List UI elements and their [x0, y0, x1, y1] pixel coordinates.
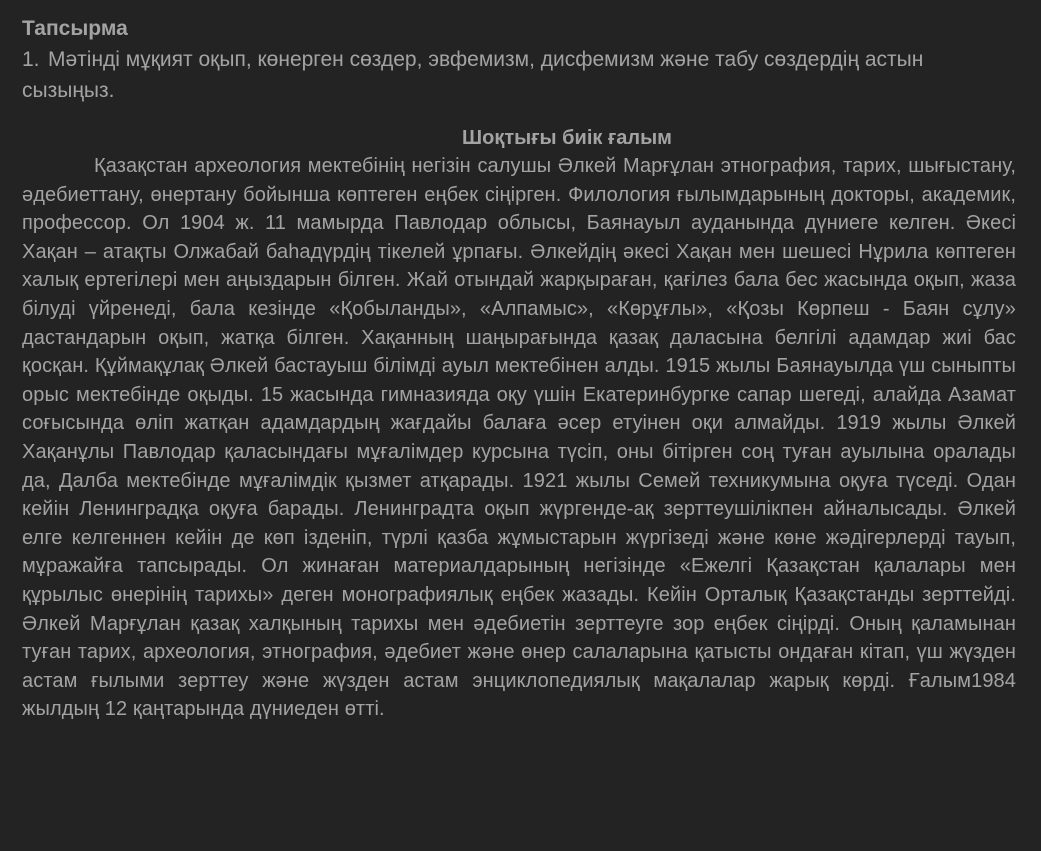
task-heading: Тапсырма	[22, 17, 128, 40]
article-body: Қазақстан археология мектебінің негізін салушы Әлкей Марғұлан этнография, тарих, шығыстану, әдебиеттану, өнертану бойынша көптеген еңбек сіңірген. Филология ғылымдарының докторы, академик, профессор. Ол 1904 ж. 11 мамырда Павлодар облысы, Баянауыл ауданында дүниеге келген. Әкесі Хақан – атақты Олжабай баһадүрдің тікелей ұрпағы. Әлкейдің әкесі Хақан мен шешесі Нұрила көптеген халық ертегілері мен аңыздарын білген. Жай отындай жарқыраған, қағілез бала бес жасында оқып, жаза білуді үйренеді, бала кезінде «Қобыланды», «Алпамыс», «Көрұғлы», «Қозы Көрпеш - Баян сұлу» дастандарын оқып, жатқа білген. Хақанның шаңырағында қазақ даласына белгілі адамдар жиі бас қосқан. Құймақұлақ Әлкей бастауыш білімді ауыл мектебінен алды. 1915 жылы Баянауылда үш сыныпты орыс мектебінде оқыды. 15 жасында гимназияда оқу үшін Екатеринбургке сапар шегеді, алайда Азамат соғысында өліп жатқан адамдардың жағдайы балаға әсер етуінен оқи алмайды. 1919 жылы Әлкей Хақанұлы Павлодар қаласындағы мұғалімдер курсына түсіп, оны бітірген соң туған ауылына оралады да, Далба мектебінде мұғалімдік қызмет атқарады. 1921 жылы Семей техникумына оқуға түседі. Одан кейін Ленинградқа оқуға барады. Ленинградта оқып жүргенде-ақ зерттеушілікпен айналысады. Әлкей елге келгеннен кейін де көп ізденіп, түрлі қазба жұмыстарын жүргізеді және көне жәдігерлерді тауып, мұражайға тапсырады. Ол жинаған материалдарының негізінде «Ежелгі Қазақстан қалалары мен құрылыс өнерінің тарихы» деген монографиялық еңбек жазады. Кейін Орталық Қазақстанды зерттейді. Әлкей Марғұлан қазақ халқының тарихы мен әдебиетін зерттеуге зор еңбек сіңірді. Оның қаламынан туған тарих, археология, этнография, әдебиет және өнер салаларына қатысты ондаған кітап, үш жүзден астам ғылыми зерттеу және жүзден астам энциклопедиялық мақалалар жарық көрді. Ғалым1984 жылдың 12 қаңтарында дүниеден өтті.	[22, 155, 1016, 721]
document	[22, 14, 1016, 724]
article-title: Шоқтығы биік ғалым	[462, 127, 672, 149]
task-number: 1.	[22, 48, 40, 71]
task-instruction: Мәтінді мұқият оқып, көнерген сөздер, эвфемизм, дисфемизм және табу сөздердің астын сызыңыз.	[22, 48, 924, 102]
task-instruction-line	[22, 44, 1016, 106]
